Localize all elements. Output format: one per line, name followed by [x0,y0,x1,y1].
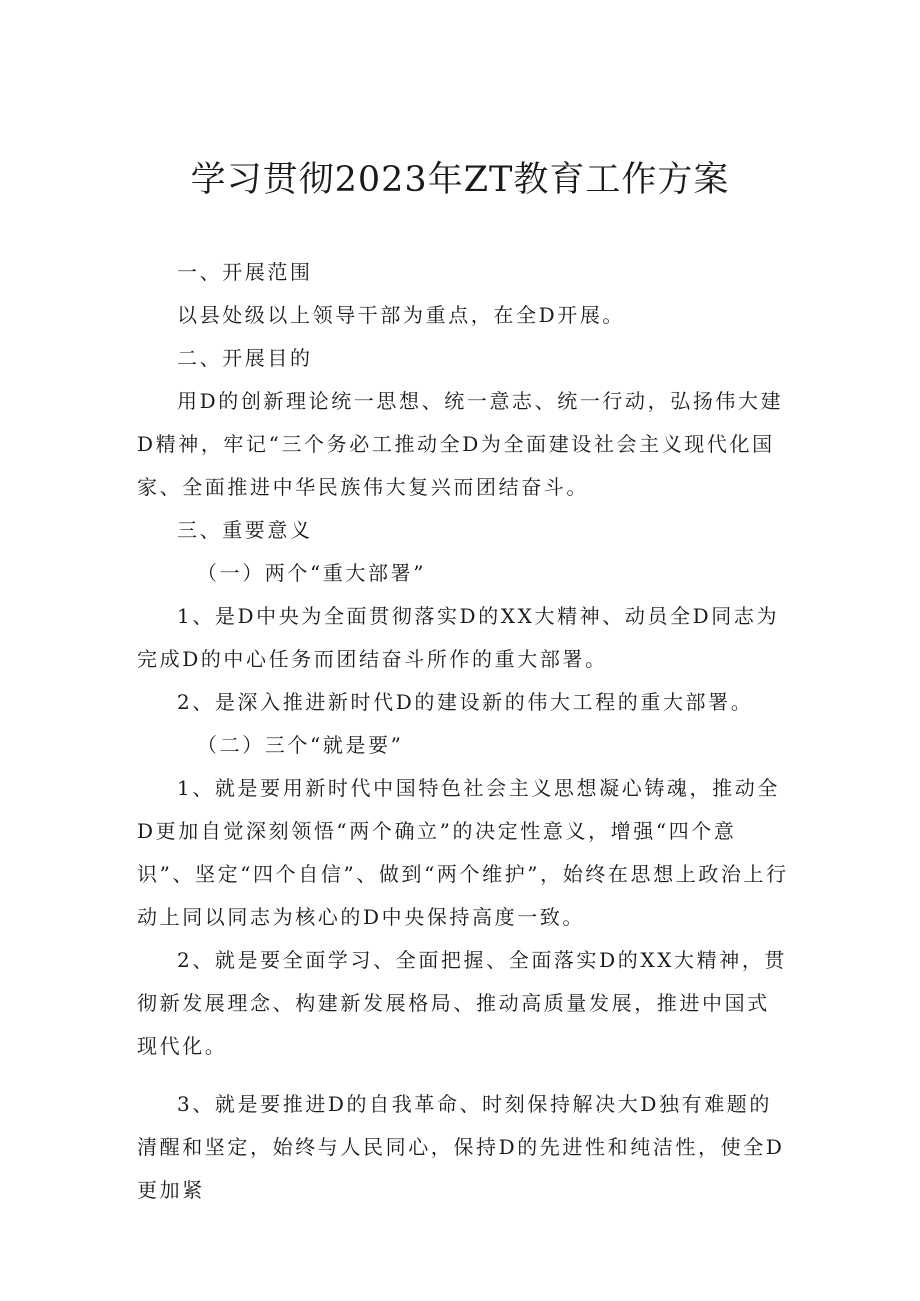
paragraph-deployment-1: 1、是D中央为全面贯彻落实D的XX大精神、动员全D同志为完成D的中心任务而团结奋斗所作的重大部署。 [137,604,780,671]
section-heading-scope: 一、开展范围 [177,260,313,284]
paragraph-must-3: 3、就是要推进D的自我革命、时刻保持解决大D独有难题的清醒和坚定，始终与人民同心，保持D的先进性和纯洁性，使全D更加紧 [137,1092,785,1202]
paragraph-purpose: 用D的创新理论统一思想、统一意志、统一行动，弘扬伟大建D精神，牢记“三个务必工推动全D为全面建设社会主义现代化国家、全面推进中华民族伟大复兴而团结奋斗。 [137,389,784,499]
section-heading-purpose: 二、开展目的 [177,346,313,370]
paragraph-scope: 以县处级以上领导干部为重点，在全D开展。 [177,303,626,327]
subheading-three-musts: （二）三个“就是要” [197,733,404,757]
section-heading-significance: 三、重要意义 [177,518,313,542]
document-title: 学习贯彻2023年ZT教育工作方案 [190,160,730,200]
subheading-two-deployments: （一）两个“重大部署” [197,561,427,585]
paragraph-deployment-2: 2、是深入推进新时代D的建设新的伟大工程的重大部署。 [177,690,754,714]
document-body [137,251,789,1212]
paragraph-must-1: 1、就是要用新时代中国特色社会主义思想凝心铸魂，推动全D更加自觉深刻领悟“两个确立”的决定性意义，增强“四个意识”、坚定“四个自信”、做到“两个维护”，始终在思想上政治上行动上同以同志为核心的D中央保持高度一致。 [137,776,789,929]
paragraph-must-2: 2、就是要全面学习、全面把握、全面落实D的XX大精神，贯彻新发展理念、构建新发展格局、推动高质量发展，推进中国式现代化。 [137,948,788,1058]
